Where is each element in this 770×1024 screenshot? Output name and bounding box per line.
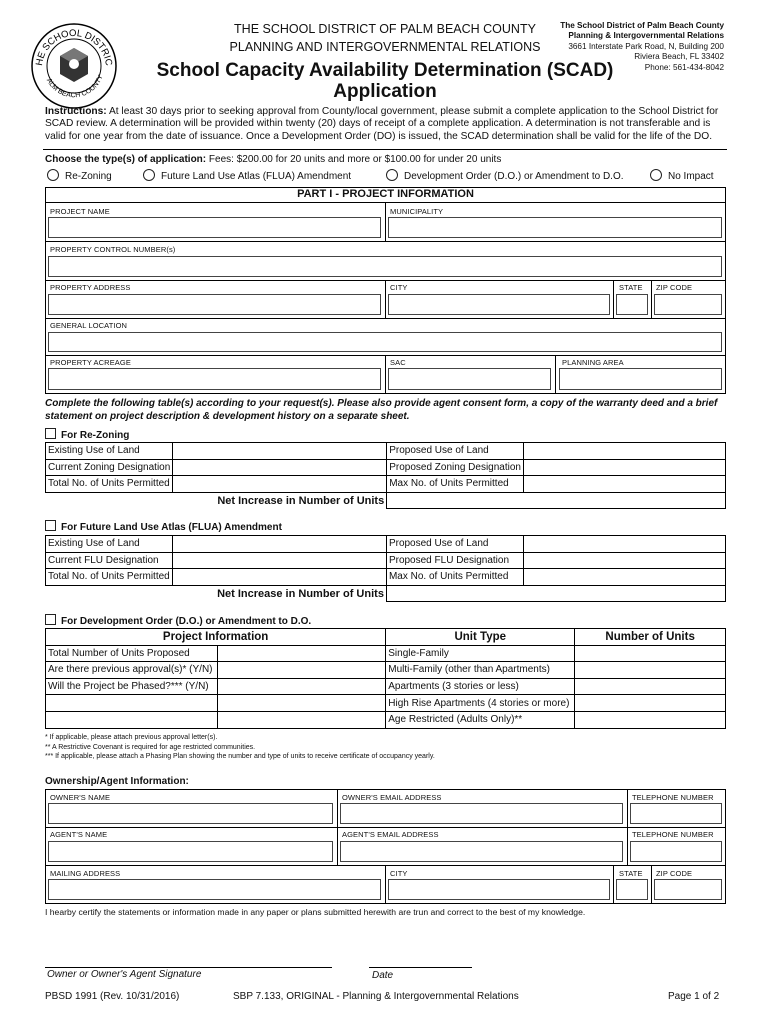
owner-phone-field[interactable] (630, 803, 722, 824)
do-project-field[interactable] (217, 695, 385, 712)
address-phone: Phone: 561-434-8042 (644, 62, 724, 72)
col-divider (385, 355, 386, 394)
col-divider (385, 280, 386, 318)
owner-email-field[interactable] (340, 803, 623, 824)
pcn-field[interactable] (48, 256, 722, 277)
form-title-line2: Application (333, 81, 437, 102)
do-units-field[interactable] (575, 678, 726, 695)
acreage-label: PROPERTY ACREAGE (50, 358, 131, 367)
agent-name-field[interactable] (48, 841, 333, 862)
svg-text:THE SCHOOL DISTRICT: HE SCHOOL DISTRIC (33, 27, 115, 67)
col-divider (651, 865, 652, 904)
flua-left-field[interactable] (172, 536, 386, 553)
table-row (46, 678, 726, 695)
do-unit-type: Multi-Family (other than Apartments) (386, 662, 575, 679)
col-divider (613, 865, 614, 904)
flua-right-label: Proposed FLU Designation (386, 552, 523, 569)
flua-right-label: Proposed Use of Land (386, 536, 523, 553)
rezoning-net-label: Net Increase in Number of Units (46, 492, 387, 509)
general-location-field[interactable] (48, 332, 722, 352)
property-address-field[interactable] (48, 294, 381, 315)
state-label: STATE (619, 283, 643, 292)
do-title[interactable] (45, 614, 311, 627)
checkbox-icon[interactable] (45, 428, 56, 439)
agent-email-label: AGENT'S EMAIL ADDRESS (342, 830, 439, 839)
rezoning-table (45, 442, 726, 509)
do-unit-type: Single-Family (386, 645, 575, 662)
mailing-zip-field[interactable] (654, 879, 722, 900)
property-address-label: PROPERTY ADDRESS (50, 283, 131, 292)
signature-label: Owner or Owner's Agent Signature (47, 969, 202, 980)
row-divider (45, 827, 726, 828)
address-city: Riviera Beach, FL 33402 (634, 52, 724, 62)
rezoning-right-field[interactable] (524, 476, 726, 493)
agent-phone-field[interactable] (630, 841, 722, 862)
do-title-label: For Development Order (D.O.) or Amendment to D.O. (61, 616, 312, 627)
option-flua-label: Future Land Use Atlas (FLUA) Amendment (161, 171, 352, 182)
table-row (46, 552, 726, 569)
col-divider (627, 789, 628, 865)
rezoning-left-field[interactable] (173, 443, 387, 460)
municipality-field[interactable] (388, 217, 722, 238)
option-rezoning[interactable] (47, 169, 112, 182)
mailing-city-label: CITY (390, 869, 408, 878)
rezoning-right-label: Proposed Zoning Designation (387, 459, 524, 476)
district-address-block (548, 21, 724, 73)
flua-right-field[interactable] (523, 569, 725, 586)
do-header-unit-type: Unit Type (386, 629, 575, 646)
rezoning-left-field[interactable] (173, 476, 387, 493)
agent-email-field[interactable] (340, 841, 623, 862)
do-project-field[interactable] (217, 645, 385, 662)
signature-line[interactable] (45, 967, 332, 968)
pcn-label: PROPERTY CONTROL NUMBER(s) (50, 245, 176, 254)
agent-phone-label: TELEPHONE NUMBER (632, 830, 714, 839)
general-location-label: GENERAL LOCATION (50, 321, 128, 330)
flua-net-label: Net Increase in Number of Units (46, 585, 387, 602)
owner-name-label: OWNER'S NAME (50, 793, 111, 802)
flua-title[interactable] (45, 520, 282, 533)
address-org: The School District of Palm Beach County (560, 21, 724, 30)
flua-left-label: Total No. of Units Permitted (46, 569, 173, 586)
sac-field[interactable] (388, 368, 551, 390)
footnote: *** If applicable, please attach a Phasing Plan showing the number and type of units to receive certificate of occupancy yearly. (45, 753, 435, 760)
col-divider (385, 865, 386, 904)
svg-text:PALM BEACH COUNTY: ALM BEACH COUNTY (44, 74, 105, 100)
flua-left-field[interactable] (172, 552, 386, 569)
table-row (46, 476, 726, 493)
do-project-label: Total Number of Units Proposed (46, 645, 218, 662)
acreage-field[interactable] (48, 368, 381, 390)
project-name-field[interactable] (48, 217, 381, 238)
flua-right-label: Max No. of Units Permitted (386, 569, 523, 586)
page-number: Page 1 of 2 (668, 991, 720, 1002)
date-label: Date (372, 970, 394, 981)
option-rezoning-label: Re-Zoning (65, 171, 112, 182)
rezoning-right-field[interactable] (524, 459, 726, 476)
planning-area-label: PLANNING AREA (562, 358, 624, 367)
option-do-label: Development Order (D.O.) or Amendment to D.O. (404, 171, 624, 182)
mailing-address-field[interactable] (48, 879, 381, 900)
col-divider (613, 280, 614, 318)
project-name-label: PROJECT NAME (50, 207, 110, 216)
radio-icon[interactable] (650, 169, 662, 181)
application-type-line (45, 154, 725, 165)
flua-net-field[interactable] (386, 585, 725, 602)
rezoning-title-label: For Re-Zoning (61, 430, 130, 441)
col-divider (651, 280, 652, 318)
mailing-state-field[interactable] (616, 879, 648, 900)
rezoning-net-field[interactable] (387, 492, 726, 509)
table-row (46, 645, 726, 662)
do-table (45, 628, 726, 729)
flua-left-label: Current FLU Designation (46, 552, 173, 569)
do-units-field[interactable] (575, 645, 726, 662)
row-divider (45, 241, 726, 242)
agent-name-label: AGENT'S NAME (50, 830, 108, 839)
do-project-label: Are there previous approval(s)* (Y/N) (46, 662, 218, 679)
option-development-order[interactable] (386, 169, 624, 182)
footnotes (45, 733, 725, 762)
rezoning-title[interactable] (45, 428, 129, 441)
do-project-field[interactable] (217, 678, 385, 695)
mailing-zip-label: ZIP CODE (656, 869, 693, 878)
mailing-state-label: STATE (619, 869, 643, 878)
state-field[interactable] (616, 294, 648, 315)
rezoning-left-label: Total No. of Units Permitted (46, 476, 173, 493)
owner-name-field[interactable] (48, 803, 333, 824)
rezoning-left-label: Current Zoning Designation (46, 459, 173, 476)
do-header-project: Project Information (46, 629, 386, 646)
table-row (46, 662, 726, 679)
option-no-impact-label: No Impact (668, 171, 714, 182)
row-divider (45, 318, 726, 319)
rezoning-left-field[interactable] (173, 459, 387, 476)
do-unit-type: High Rise Apartments (4 stories or more) (386, 695, 575, 712)
do-unit-type: Age Restricted (Adults Only)** (386, 711, 575, 728)
ownership-heading: Ownership/Agent Information: (45, 776, 189, 787)
table-row (46, 443, 726, 460)
form-number: PBSD 1991 (Rev. 10/31/2016) (45, 991, 180, 1002)
table-row (46, 711, 726, 728)
address-street: 3661 Interstate Park Road, N, Building 200 (568, 41, 724, 51)
do-units-field[interactable] (575, 711, 726, 728)
application-type-label: Choose the type(s) of application: (45, 154, 207, 165)
col-divider (337, 789, 338, 865)
date-line[interactable] (369, 967, 472, 968)
rezoning-right-label: Proposed Use of Land (387, 443, 524, 460)
district-seal-logo (30, 22, 118, 110)
do-units-field[interactable] (575, 662, 726, 679)
part1-heading: PART I - PROJECT INFORMATION (45, 188, 726, 203)
municipality-label: MUNICIPALITY (390, 207, 444, 216)
do-project-label (46, 711, 218, 728)
checkbox-icon[interactable] (45, 614, 56, 625)
option-no-impact[interactable] (650, 169, 714, 182)
radio-icon[interactable] (143, 169, 155, 181)
do-header-number: Number of Units (575, 629, 726, 646)
fees-text: Fees: $200.00 for 20 units and more or $100.00 for under 20 units (206, 154, 502, 165)
do-unit-type: Apartments (3 stories or less) (386, 678, 575, 695)
owner-phone-label: TELEPHONE NUMBER (632, 793, 714, 802)
rezoning-right-label: Max No. of Units Permitted (387, 476, 524, 493)
zip-label: ZIP CODE (656, 283, 693, 292)
flua-table (45, 535, 726, 602)
table-row (46, 569, 726, 586)
instructions-text (45, 106, 725, 143)
radio-icon[interactable] (386, 169, 398, 181)
sac-label: SAC (390, 358, 406, 367)
table-row (46, 695, 726, 712)
table-row (46, 629, 726, 646)
form-title: School Capacity Availability Determination (SCAD) (156, 60, 614, 81)
do-project-field[interactable] (217, 662, 385, 679)
table-row (46, 585, 726, 602)
do-project-label (46, 695, 218, 712)
table-row (46, 459, 726, 476)
certification-text: I hearby certify the statements or information made in any paper or plans submitted herewith are trun and correct to the best of my knowledge. (45, 907, 586, 917)
department-name: PLANNING AND INTERGOVERNMENTAL RELATIONS (229, 40, 541, 54)
mailing-address-label: MAILING ADDRESS (50, 869, 121, 878)
flua-left-field[interactable] (172, 569, 386, 586)
city-field[interactable] (388, 294, 610, 315)
rezoning-right-field[interactable] (524, 443, 726, 460)
owner-email-label: OWNER'S EMAIL ADDRESS (342, 793, 442, 802)
table-row (46, 492, 726, 509)
flua-right-field[interactable] (523, 552, 725, 569)
footnote: * If applicable, please attach previous approval letter(s). (45, 734, 218, 741)
flua-title-label: For Future Land Use Atlas (FLUA) Amendment (61, 522, 282, 533)
tables-note: Complete the following table(s) according to your request(s). Please also provide agent consent form, a copy of the warranty deed and a brief statement on project description & development history on a separate sheet. (45, 398, 718, 422)
policy-reference: SBP 7.133, ORIGINAL - Planning & Intergovernmental Relations (233, 991, 519, 1002)
do-project-label: Will the Project be Phased?*** (Y/N) (46, 678, 218, 695)
table-row (46, 536, 726, 553)
col-divider (385, 203, 386, 241)
zip-field[interactable] (654, 294, 722, 315)
rezoning-left-label: Existing Use of Land (46, 443, 173, 460)
footnote: ** A Restrictive Covenant is required for age restricted communities. (45, 743, 256, 751)
checkbox-icon[interactable] (45, 520, 56, 531)
address-dept: Planning & Intergovernmental Relations (568, 31, 724, 41)
do-project-field[interactable] (217, 711, 385, 728)
planning-area-field[interactable] (559, 368, 722, 390)
divider (43, 149, 727, 150)
district-name: THE SCHOOL DISTRICT OF PALM BEACH COUNTY (234, 22, 536, 36)
instructions-body: At least 30 days prior to seeking approval from County/local government, please submit a complete application to the School District for SCAD review. A determination will be provided within twenty (20) days of receipt of a complete application. A determination is not transferable and is valid for one year from the date of issuance. Once a Development Order (DO) is issued, the SCAD determination shall be valid for the life of the DO. (45, 106, 719, 142)
instructions-label: Instructions: (45, 106, 107, 117)
flua-left-label: Existing Use of Land (46, 536, 173, 553)
city-label: CITY (390, 283, 408, 292)
radio-icon[interactable] (47, 169, 59, 181)
option-flua[interactable] (143, 169, 351, 182)
mailing-city-field[interactable] (388, 879, 610, 900)
col-divider (555, 355, 556, 394)
do-units-field[interactable] (575, 695, 726, 712)
flua-right-field[interactable] (523, 536, 725, 553)
